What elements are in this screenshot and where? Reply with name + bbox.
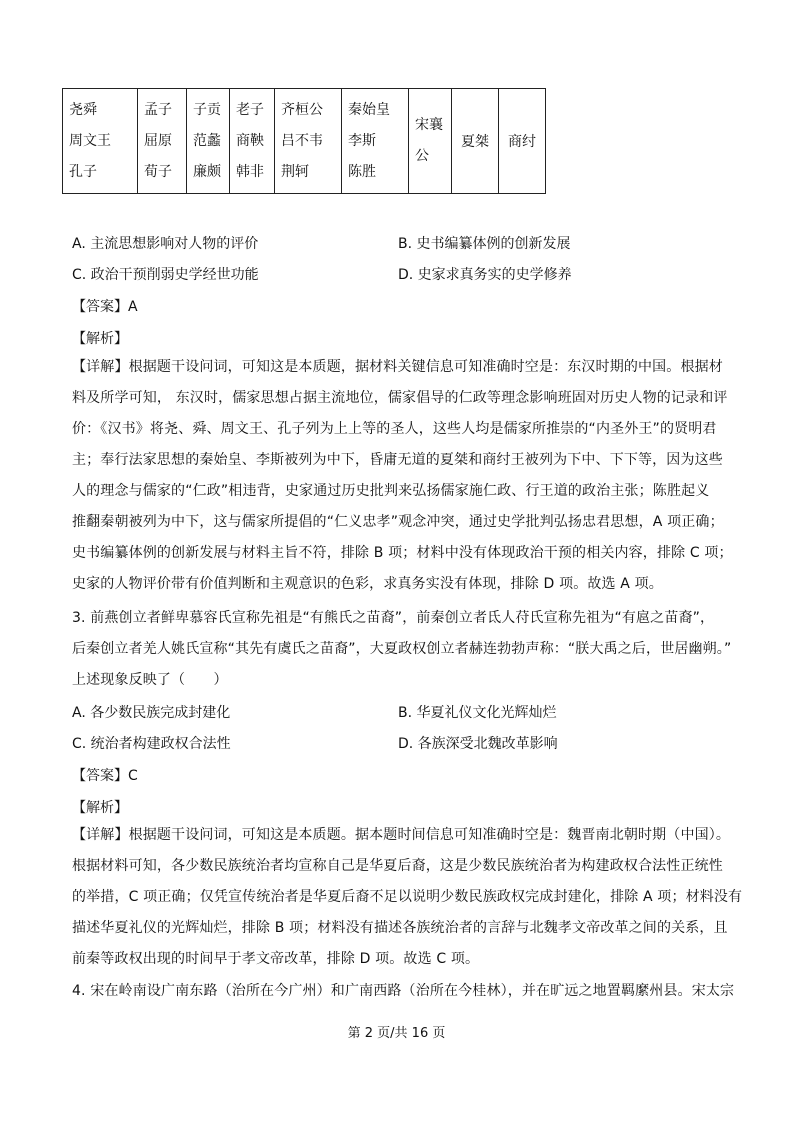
cell-line: 范蠡 — [193, 132, 221, 149]
cell-line: 齐桓公 — [281, 101, 323, 118]
q2-option-d: D. 史家求真务实的史学修养 — [398, 267, 572, 283]
q3-analysis-label: 【解析】 — [72, 800, 128, 816]
cell-line: 子贡 — [193, 101, 221, 118]
table-row — [63, 89, 546, 194]
cell-line: 荀子 — [144, 163, 172, 180]
table-cell — [187, 89, 230, 194]
stem-line: 后秦创立者羌人姚氏宣称“其先有虞氏之苗裔”，大夏政权创立者赫连勃勃声称：“朕大禹之后，世居幽朔。” — [72, 641, 732, 657]
cell-line: 商纣 — [508, 134, 536, 150]
table-cell — [230, 89, 275, 194]
detail-line: 史家的人物评价带有价值判断和主观意识的色彩，求真务实没有体现，排除 D 项。故选 A 项。 — [72, 576, 663, 592]
table-cell — [342, 89, 409, 194]
cell-line: 陈胜 — [348, 163, 376, 180]
q2-option-b: B. 史书编纂体例的创新发展 — [398, 236, 571, 252]
q2-answer: 【答案】A — [72, 299, 138, 315]
detail-line: 人的理念与儒家的“仁政”相违背，史家通过历史批判来弘扬儒家施仁政、行王道的政治主张；陈胜起义 — [72, 483, 710, 499]
q2-option-c: C. 政治干预削弱史学经世功能 — [72, 267, 259, 283]
table-cell — [452, 89, 499, 194]
detail-line: 史书编纂体例的创新发展与材料主旨不符，排除 B 项；材料中没有体现政治干预的相关内容，排除 C 项； — [72, 545, 733, 561]
page-number: 第 2 页/共 16 页 — [347, 1026, 446, 1041]
detail-line: 价：《汉书》将尧、舜、周文王、孔子列为上上等的圣人，这些人均是儒家所推崇的“内圣外王”的贤明君 — [72, 421, 717, 437]
cell-line: 孔子 — [69, 163, 97, 180]
q3-option-c: C. 统治者构建政权合法性 — [72, 736, 231, 752]
cell-line: 屈原 — [144, 132, 172, 149]
q3-answer: 【答案】C — [72, 768, 138, 784]
q3-option-d: D. 各族深受北魏改革影响 — [398, 736, 558, 752]
table-cell — [138, 89, 187, 194]
detail-line: 前秦等政权出现的时间早于孝文帝改革，排除 D 项。故选 C 项。 — [72, 951, 480, 967]
detail-line: 料及所学可知， 东汉时，儒家思想占据主流地位，儒家倡导的仁政等理念影响班固对历史人物的记录和评 — [72, 390, 728, 406]
detail-line: 根据材料可知，各少数民族统治者均宣称自己是华夏后裔，这是少数民族统治者为构建政权合法性正统性 — [72, 858, 723, 874]
cell-line: 吕不韦 — [281, 132, 323, 149]
table-cell — [409, 89, 452, 194]
figures-table — [62, 88, 546, 194]
q3-option-b: B. 华夏礼仪文化光辉灿烂 — [398, 705, 557, 721]
q3-stem — [72, 603, 734, 696]
q3-option-a: A. 各少数民族完成封建化 — [72, 705, 231, 721]
cell-line: 李斯 — [348, 132, 376, 149]
stem-line: 4. 宋在岭南设广南东路（治所在今广州）和广南西路（治所在今桂林），并在旷远之地置羁縻州县。宋太宗 — [72, 983, 735, 999]
cell-line: 公 — [415, 148, 429, 164]
q4-stem — [72, 976, 734, 1007]
cell-line: 荆轲 — [281, 163, 309, 180]
q2-option-a: A. 主流思想影响对人物的评价 — [72, 236, 259, 252]
cell-line: 宋襄 — [415, 117, 443, 133]
q3-detail — [72, 820, 743, 975]
cell-line: 周文王 — [69, 132, 111, 149]
cell-line: 老子 — [236, 101, 264, 118]
detail-line: 主；奉行法家思想的秦始皇、李斯被列为中下，昏庸无道的夏桀和商纣王被列为下中、下下等，因为这些 — [72, 452, 723, 468]
table-cell — [63, 89, 138, 194]
detail-line: 推翻秦朝被列为中下，这与儒家所提倡的“仁义忠孝”观念冲突，通过史学批判弘扬忠君思想，A 项正确； — [72, 514, 724, 530]
cell-line: 孟子 — [144, 101, 172, 118]
detail-line: 【详解】根据题干设问词，可知这是本质题，据材料关键信息可知准确时空是：东汉时期的中国。根据材 — [72, 359, 723, 375]
stem-line: 上述现象反映了（ ） — [72, 672, 228, 688]
stem-line: 3. 前燕创立者鲜卑慕容氏宣称先祖是“有熊氏之苗裔”，前秦创立者氐人苻氏宣称先祖为“有扈之苗裔”， — [72, 610, 715, 626]
detail-line: 的举措，C 项正确；仅凭宣传统治者是华夏后裔不足以说明少数民族政权完成封建化，排除 A 项；材料没有 — [72, 889, 743, 905]
cell-line: 廉颇 — [193, 163, 221, 180]
table-cell — [499, 89, 546, 194]
cell-line: 秦始皇 — [348, 101, 390, 118]
detail-line: 描述华夏礼仪的光辉灿烂，排除 B 项；材料没有描述各族统治者的言辞与北魏孝文帝改革之间的关系，且 — [72, 920, 728, 936]
table-cell — [275, 89, 342, 194]
q2-analysis-label: 【解析】 — [72, 331, 128, 347]
cell-line: 韩非 — [236, 163, 264, 180]
detail-line: 【详解】根据题干设问词，可知这是本质题。据本题时间信息可知准确时空是：魏晋南北朝时期（中国）。 — [72, 827, 731, 843]
cell-line: 商鞅 — [236, 132, 264, 149]
q2-detail — [72, 352, 734, 600]
cell-line: 尧舜 — [69, 101, 97, 118]
cell-line: 夏桀 — [461, 134, 489, 150]
